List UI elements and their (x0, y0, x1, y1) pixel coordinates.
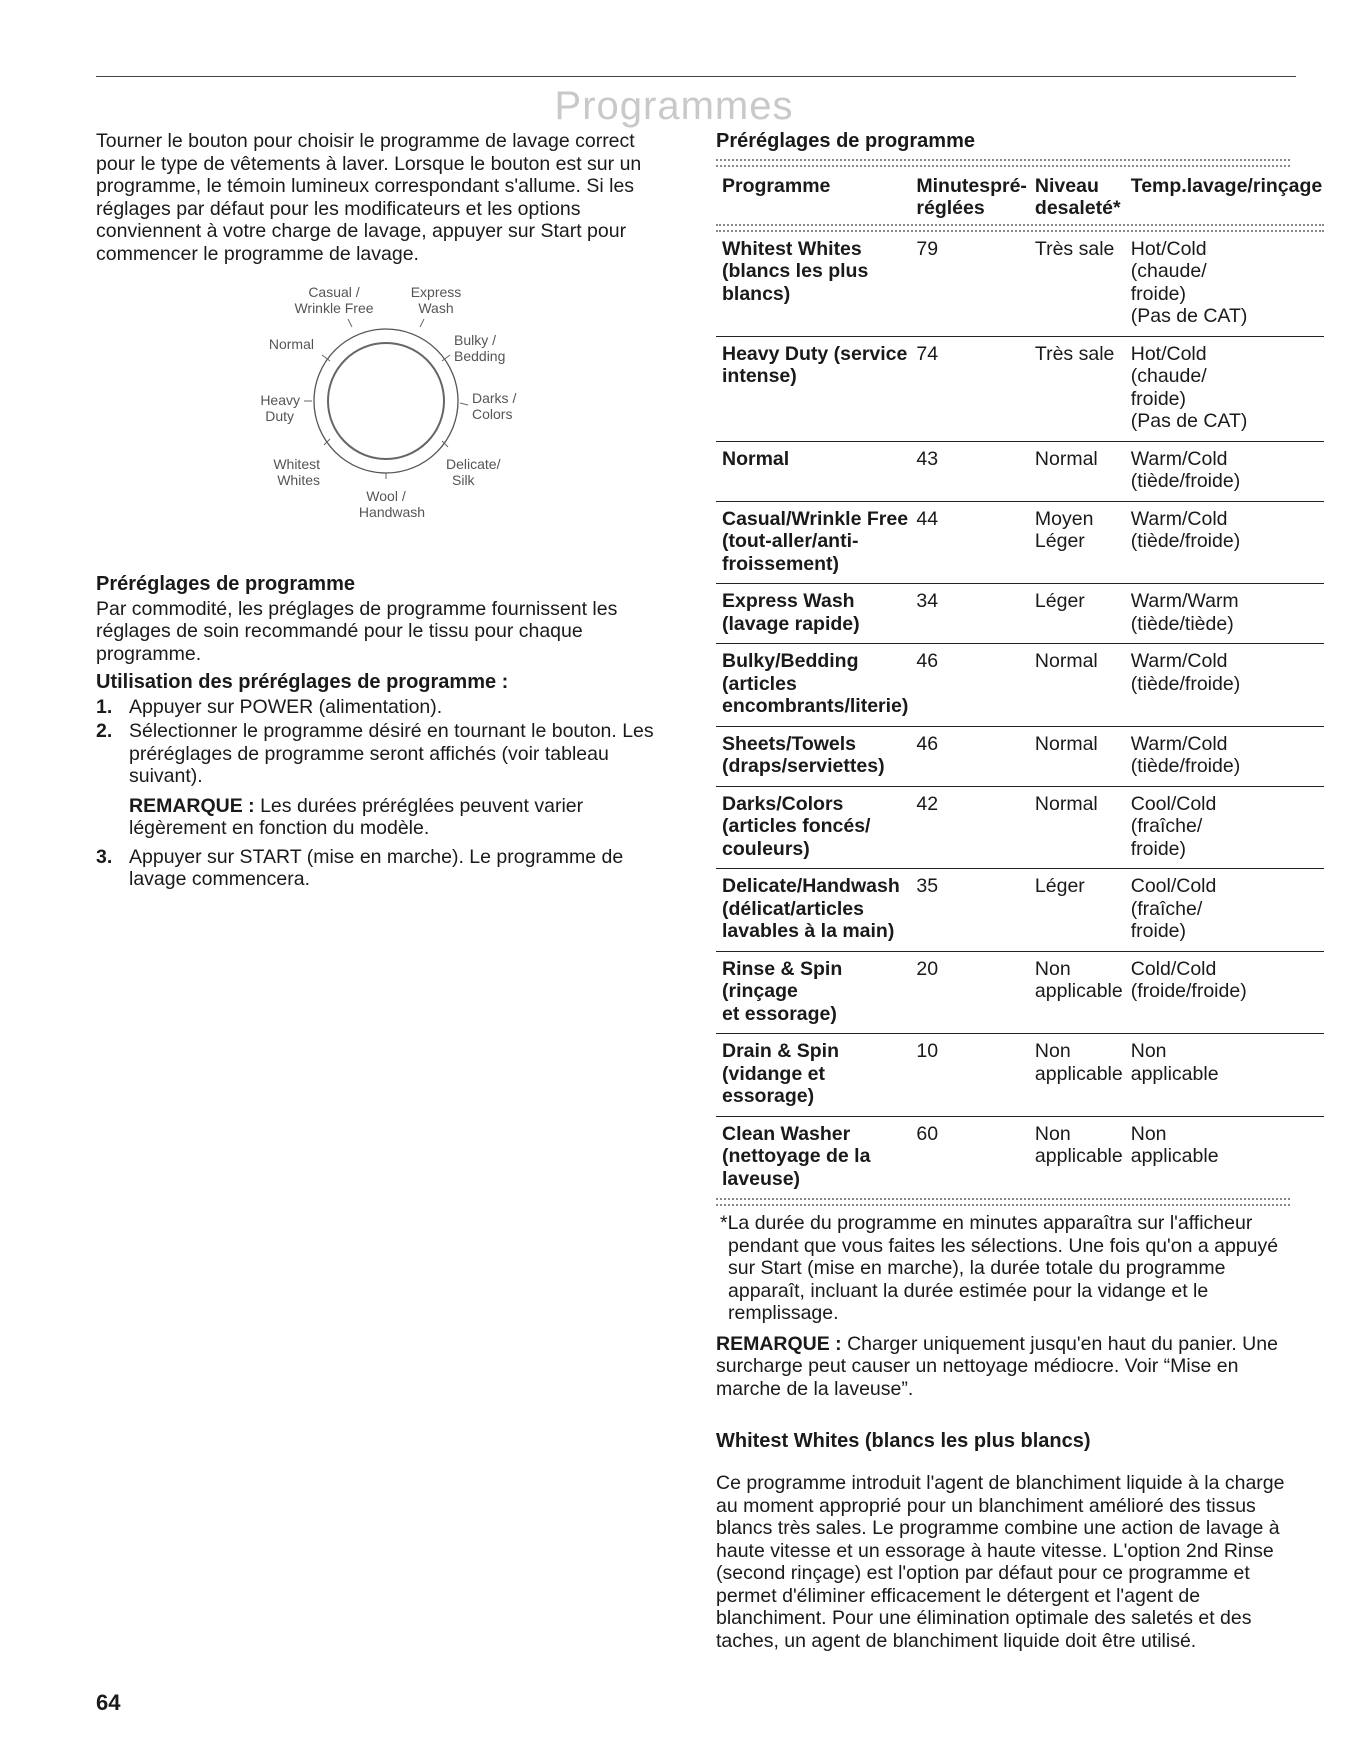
cell-soil: Très sale (1029, 336, 1125, 441)
table-row (716, 726, 1324, 786)
table-row (716, 501, 1324, 584)
table-row (716, 441, 1324, 501)
cell-program: Normal (716, 441, 910, 501)
step-number: 2. (96, 720, 113, 742)
cell-soil: Non applicable (1029, 951, 1125, 1034)
cell-soil: Très sale (1029, 232, 1125, 337)
cell-program: Delicate/Handwash (délicat/articles lavables à la main) (716, 869, 910, 952)
cell-soil: Normal (1029, 441, 1125, 501)
cell-temp: Non applicable (1125, 1034, 1325, 1117)
cell-temp: Hot/Cold (chaude/ froide) (Pas de CAT) (1125, 232, 1325, 337)
table-bottom-rule (716, 1198, 1290, 1206)
cell-program: Whitest Whites (blancs les plus blancs) (716, 232, 910, 337)
cell-minutes: 46 (910, 726, 1029, 786)
cell-program: Heavy Duty (service intense) (716, 336, 910, 441)
dial-label-delicate: Delicate/ Silk (446, 456, 501, 488)
cell-temp: Hot/Cold (chaude/ froide) (Pas de CAT) (1125, 336, 1325, 441)
cell-program: Casual/Wrinkle Free (tout-aller/anti- froissement) (716, 501, 910, 584)
cell-minutes: 34 (910, 584, 1029, 644)
table-header-rule (716, 224, 1324, 232)
col-header-temp: Temp.lavage/rinçage (1130, 174, 1323, 197)
intro-paragraph: Tourner le bouton pour choisir le programme de lavage correct pour le type de vêtements à laver. Lorsque le bouton est sur un programme, le témoin lumineux correspondant s'allume. Si les réglages par défaut pour les modificateurs et les options conviennent à votre charge de lavage, appuyer sur Start pour commencer le programme de lavage. (96, 130, 642, 265)
cell-temp: Non applicable (1130, 1122, 1219, 1167)
presets-paragraph: Par commodité, les préglages de programme fournissent les réglages de soin recommandé pour le tissu pour chaque programme. (96, 597, 618, 665)
table-row (716, 584, 1324, 644)
cell-program: Express Wash (lavage rapide) (716, 584, 910, 644)
cell-temp: Warm/Cold (tiède/froide) (1125, 501, 1325, 584)
cell-soil: Normal (1029, 644, 1125, 727)
cell-soil: Normal (1029, 786, 1125, 869)
dial-label-darks: Darks / Colors (472, 390, 517, 422)
page-number: 64 (96, 1690, 121, 1715)
step-text: Sélectionner le programme désiré en tournant le bouton. Les préréglages de programme seront affichés (voir tableau suivant). (129, 720, 654, 787)
cell-soil: Normal (1029, 726, 1125, 786)
step-3 (96, 846, 676, 891)
cell-program: Rinse & Spin (rinçage et essorage) (716, 951, 910, 1034)
cell-minutes: 74 (910, 336, 1029, 441)
table-row (716, 1034, 1324, 1117)
step-number: 3. (96, 845, 113, 868)
cell-minutes: 60 (916, 1122, 939, 1145)
cell-temp: Warm/Warm (tiède/tiède) (1125, 584, 1325, 644)
cell-temp: Warm/Cold (tiède/froide) (1125, 726, 1325, 786)
table-body (716, 232, 1324, 1199)
dial-label-wool: Wool / Handwash (358, 488, 426, 520)
cell-program: Clean Washer (nettoyage de la laveuse) (722, 1122, 871, 1190)
note-label: REMARQUE : (716, 1332, 842, 1355)
cell-temp: Warm/Cold (tiède/froide) (1125, 644, 1325, 727)
cell-minutes: 43 (910, 441, 1029, 501)
table-row (716, 644, 1324, 727)
dial-label-bulky: Bulky / Bedding (454, 332, 506, 364)
whitest-heading: Whitest Whites (blancs les plus blancs) (716, 1430, 1091, 1452)
col-header-soil: Niveau desaleté* (1034, 174, 1121, 219)
table-header-row (716, 167, 1324, 224)
table-row (716, 1116, 1324, 1198)
note-text: Charger uniquement jusqu'en haut du panier. Une surcharge peut causer un nettoyage médiocre. Voir “Mise en marche de la laveuse”. (716, 1332, 1278, 1400)
dial-label-casual: Casual / Wrinkle Free (294, 284, 374, 316)
cell-soil: Moyen Léger (1029, 501, 1125, 584)
right-column (716, 130, 1323, 1672)
dial-label-heavy: Heavy Duty (260, 392, 300, 424)
cell-minutes: 79 (910, 232, 1029, 337)
usage-steps (96, 696, 676, 891)
cell-program: Sheets/Towels (draps/serviettes) (716, 726, 910, 786)
step-1 (96, 696, 676, 719)
step-text: Appuyer sur START (mise en marche). Le programme de lavage commencera. (129, 845, 624, 890)
dial-label-express: Express Wash (410, 284, 462, 316)
top-rule (96, 76, 1296, 77)
dial-label-whitest: Whitest Whites (273, 456, 320, 488)
step-text: Appuyer sur POWER (alimentation). (129, 695, 443, 718)
load-note (716, 1333, 1290, 1401)
cell-soil: Léger (1029, 869, 1125, 952)
cell-minutes: 44 (910, 501, 1029, 584)
table-row (716, 869, 1324, 952)
step-2-note (129, 795, 676, 840)
presets-table (716, 167, 1324, 1199)
dial-outer-ring (314, 329, 458, 473)
whitest-paragraph: Ce programme introduit l'agent de blanchiment liquide à la charge au moment approprié pour un blanchiment amélioré des tissus blancs très sales. Le programme combine une action de lavage à haute vitesse et un essorage à haute vitesse. L'option 2nd Rinse (second rinçage) est l'option par défaut pour ce programme et permet d'éliminer efficacement le détergent et l'agent de blanchiment. Pour une élimination optimale des saletés et des taches, un agent de blanchiment liquide doit être utilisé. (716, 1472, 1285, 1652)
col-header-program: Programme (722, 174, 831, 197)
note-text: Les durées préréglées peuvent varier légèrement en fonction du modèle. (129, 794, 584, 839)
dial-knob (328, 343, 444, 459)
dial-label-normal: Normal (268, 336, 314, 352)
table-row (716, 232, 1324, 337)
step-2 (96, 720, 676, 840)
cell-program: Drain & Spin (vidange et essorage) (716, 1034, 910, 1117)
note-label: REMARQUE : (129, 794, 255, 817)
cell-program: Bulky/Bedding (articles encombrants/literie) (716, 644, 910, 727)
table-row (716, 786, 1324, 869)
table-footnote: *La durée du programme en minutes apparaîtra sur l'afficheur pendant que vous faites les sélections. Une fois qu'on a appuyé sur Start (mise en marche), la durée totale du programme apparaît, incluant la durée estimée pour la vidange et le remplissage. (720, 1212, 1279, 1324)
left-column (96, 130, 676, 893)
table-top-rule (716, 159, 1290, 167)
table-row (716, 336, 1324, 441)
cell-temp: Cool/Cold (fraîche/ froide) (1125, 786, 1325, 869)
cell-soil: Léger (1029, 584, 1125, 644)
table-row (716, 951, 1324, 1034)
cell-soil: Non applicable (1029, 1034, 1125, 1117)
step-number: 1. (96, 695, 113, 718)
cell-temp: Warm/Cold (tiède/froide) (1125, 441, 1325, 501)
cell-temp: Cold/Cold (froide/froide) (1125, 951, 1325, 1034)
cell-temp: Cool/Cold (fraîche/ froide) (1125, 869, 1325, 952)
presets-heading: Préréglages de programme (96, 573, 355, 595)
cell-minutes: 46 (910, 644, 1029, 727)
dial-svg (236, 283, 536, 553)
page-title: Programmes (554, 84, 794, 128)
cell-minutes: 10 (910, 1034, 1029, 1117)
cell-soil: Non applicable (1034, 1122, 1123, 1167)
table-heading: Préréglages de programme (716, 130, 975, 152)
cell-program: Darks/Colors (articles foncés/ couleurs) (716, 786, 910, 869)
cell-minutes: 20 (910, 951, 1029, 1034)
cycle-dial-illustration (236, 283, 536, 553)
cell-minutes: 35 (910, 869, 1029, 952)
cell-minutes: 42 (910, 786, 1029, 869)
usage-heading: Utilisation des préréglages de programme : (96, 671, 509, 693)
col-header-minutes: Minutespré-réglées (916, 174, 1027, 219)
